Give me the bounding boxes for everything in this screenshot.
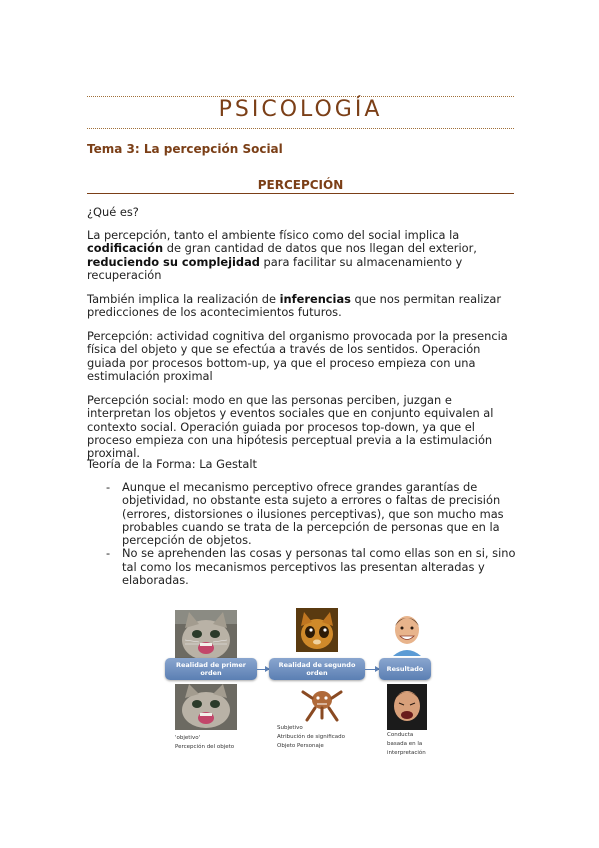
document-title: PSICOLOGÍA [218,97,383,122]
bullet-text: No se aprehenden las cosas y personas tal como ellas son en si, sino tal como los mecanismos perceptivos las presentan alteradas y elaboradas. [122,546,516,588]
stage-box-second-order: Realidad de segundo orden [269,658,365,680]
caption-line: Conducta [387,732,414,738]
paragraph-4 [87,394,517,460]
caption-result [387,731,426,758]
paragraph-2 [87,293,517,320]
p1-bold-codificacion: codificación [87,241,164,256]
kitten-photo-bottom [175,684,237,730]
bullet-item [106,547,518,587]
section-heading: PERCEPCIÓN [257,178,344,192]
paragraph-3 [87,330,517,383]
p5-text: Teoría de la Forma: La Gestalt [87,457,257,471]
stage-box-first-order: Realidad de primer orden [165,658,257,680]
caption-first-order [175,734,234,752]
caption-line: Subjetivo [277,725,303,731]
bullet-dash: - [106,480,111,494]
caption-line: Objeto Personaje [277,743,324,749]
kitten-photo-top [175,610,237,660]
section-rule [87,193,514,194]
p2-bold-inferencias: inferencias [279,292,351,306]
paragraph-5 [87,458,517,471]
title-bottom-rule [87,128,514,129]
p2-text-a: También implica la realización de [87,292,280,306]
bullet-text: Aunque el mecanismo perceptivo ofrece grandes garantías de objetividad, no obstante esta sujeto a errores o faltas de precisión (errores, distorsiones o ilusiones perceptivas), que son mucho mas probables cuando se trata de la percepción de personas que en la percepción de objetos. [122,480,504,548]
p1-text-a: La percepción, tanto el ambiente físico como del social implica la [87,228,460,242]
stage-box-result: Resultado [379,658,431,680]
p1-bold-reduciendo: reduciendo su complejidad [87,254,260,269]
bullet-dash: - [106,546,111,561]
monster-figure [301,684,343,722]
arrow-right-icon [257,669,269,670]
caption-line: basada en la [387,741,423,747]
child-crying-photo [387,684,427,730]
bullet-list [106,481,518,587]
caption-line: 'objetivo' [175,735,201,741]
topic-heading: Tema 3: La percepción Social [87,142,283,156]
question-line [87,206,517,219]
caption-line: Percepción del objeto [175,744,235,750]
perception-diagram [165,598,433,760]
caption-line: Atribución de significado [277,734,345,740]
cat-character-photo [296,608,338,652]
arrow-right-icon [365,669,379,670]
child-smiling-photo [387,610,427,656]
p1-text-d: para facilitar su almacenamiento y recuperación [87,254,463,282]
paragraph-1 [87,229,517,282]
p1-text-c: de gran cantidad de datos que nos llegan del exterior, [163,241,477,256]
caption-line: interpretación [387,750,426,756]
p3-text: Percepción: actividad cognitiva del organismo provocada por la presencia física del objeto y que se efectúa a través de los sentidos. Operación guiada por procesos bottom-up, ya que el proceso empieza con una estimulación proximal [87,329,508,383]
p4-text: Percepción social: modo en que las personas perciben, juzgan e interpretan los objetos y eventos sociales que en conjunto equivalen al contexto social. Operación guiada por procesos top-down, ya que el proceso empieza con una hipótesis perceptual previa a la estimulación proximal. [87,393,494,461]
caption-second-order [277,724,345,751]
que-es-text: ¿Qué es? [87,205,139,219]
p2-text-c: que nos permitan realizar predicciones de los acontecimientos futuros. [87,292,502,320]
bullet-item [106,481,518,547]
